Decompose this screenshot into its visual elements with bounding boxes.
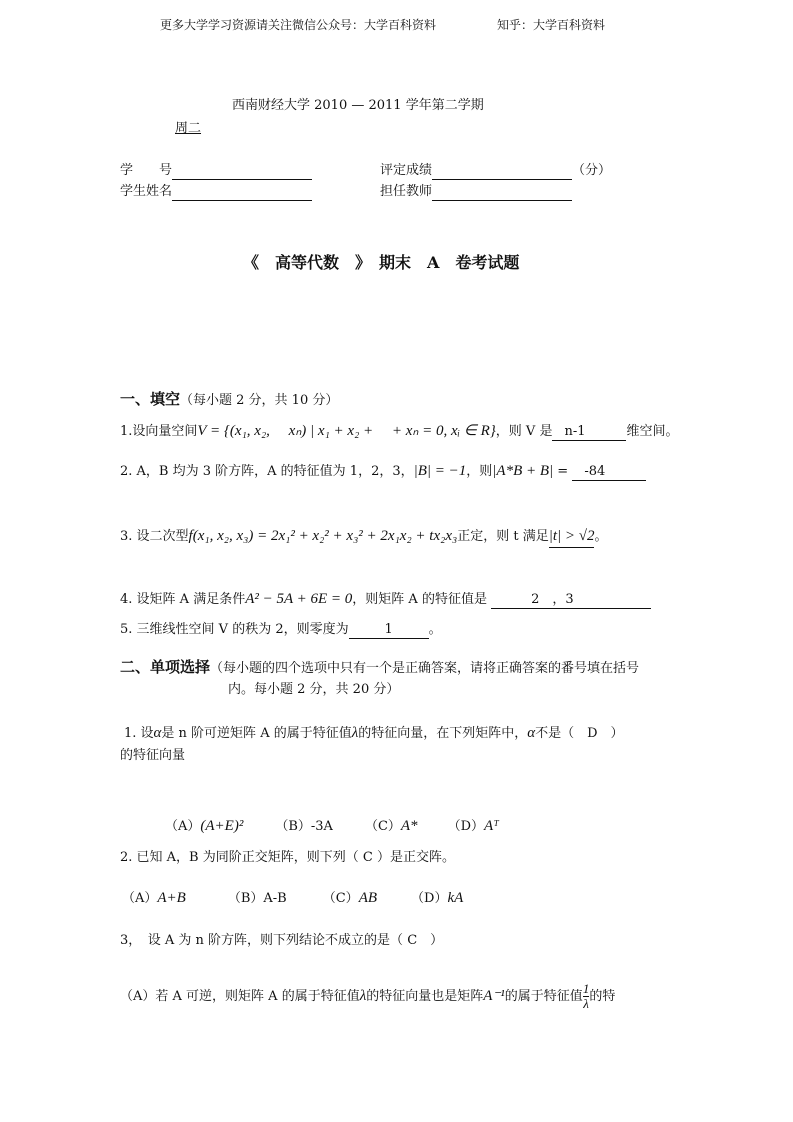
section2-note-cont: 内。每小题 2 分，共 20 分） bbox=[228, 682, 400, 697]
student-name-label: 学生姓名 bbox=[120, 184, 173, 199]
fill-q1 bbox=[120, 422, 678, 441]
fill-q2 bbox=[120, 462, 646, 481]
answer-blank: 2 ，3 bbox=[491, 592, 651, 609]
grade-row bbox=[380, 162, 611, 180]
q-text: 的特征向量也是矩阵 bbox=[366, 989, 484, 1004]
teacher-field[interactable] bbox=[432, 186, 572, 201]
choice-q3-option-a bbox=[120, 978, 615, 1015]
q-math: f(x₁, x₂, x₃) = 2x₁² + x₂² + x₃² + 2x₁x₂ + tx₂x₃ bbox=[188, 528, 458, 544]
q-text: 3. 设二次型 bbox=[120, 529, 189, 544]
option-label: （A） bbox=[122, 891, 158, 906]
q-math: λ bbox=[351, 725, 359, 741]
exam-day: 周二 bbox=[175, 121, 202, 136]
teacher-label: 担任教师 bbox=[380, 184, 433, 199]
q-text: 是 n 阶可逆矩阵 A 的属于特征值 bbox=[161, 726, 352, 741]
choice-q3: 3， 设 A 为 n 阶方阵，则下列结论不成立的是（ C ） bbox=[120, 933, 444, 948]
q-math: A² − 5A + 6E = 0 bbox=[245, 591, 353, 607]
q-text: 5. 三维线性空间 V 的秩为 2，则零度为 bbox=[120, 622, 349, 637]
q-text: 的特 bbox=[589, 989, 616, 1004]
student-name-field[interactable] bbox=[172, 186, 312, 201]
q-math: V = {(x₁, x₂, xₙ) | x₁ + x₂ + + xₙ = 0, xᵢ ∈ R} bbox=[197, 423, 496, 439]
q-text: 正定，则 t 满足 bbox=[457, 529, 549, 544]
section1-heading bbox=[120, 390, 338, 410]
q-text: （A）若 A 可逆，则矩阵 A 的属于特征值 bbox=[120, 989, 360, 1004]
fraction-denominator: λ bbox=[583, 996, 589, 1011]
student-id-field[interactable] bbox=[172, 165, 312, 180]
option-label: （D） bbox=[447, 819, 484, 834]
option-math: AB bbox=[358, 890, 378, 906]
q-text: 的特征向量，在下列矩阵中， bbox=[358, 726, 528, 741]
q-text: 不是（ D ） bbox=[535, 726, 624, 741]
q-text: ，则 V 是 bbox=[495, 424, 553, 439]
fill-q3 bbox=[120, 525, 608, 548]
q-math: |B| = −1 bbox=[413, 463, 467, 479]
grade-label: 评定成绩 bbox=[380, 163, 433, 178]
section1-title: 一、填空 bbox=[120, 390, 181, 408]
student-name-row bbox=[120, 183, 312, 201]
option-label: （D） bbox=[411, 891, 448, 906]
student-id-row bbox=[120, 162, 312, 180]
section2-note: （每小题的四个选项中只有一个是正确答案，请将正确答案的番号填在括号 bbox=[210, 661, 640, 676]
q-text: = bbox=[557, 464, 569, 479]
option-math: Aᵀ bbox=[484, 818, 499, 834]
option-label: （B）-3A bbox=[275, 819, 333, 834]
q-text: 维空间。 bbox=[626, 424, 679, 439]
section2-heading bbox=[120, 658, 639, 678]
q-text: 的属于特征值 bbox=[504, 989, 583, 1004]
answer-blank: n-1 bbox=[552, 424, 626, 441]
choice-q1-options bbox=[165, 817, 499, 836]
fill-q4 bbox=[120, 590, 651, 609]
option-label: （C） bbox=[364, 819, 401, 834]
q-math: α bbox=[153, 725, 162, 741]
option-label: （A） bbox=[165, 819, 201, 834]
q-math: α bbox=[527, 725, 536, 741]
fraction-numerator: 1 bbox=[582, 981, 590, 996]
option-math: A+B bbox=[157, 890, 186, 906]
option-math: kA bbox=[447, 890, 464, 906]
q-text: 2. A，B 均为 3 阶方阵，A 的特征值为 1，2，3， bbox=[120, 464, 414, 479]
q-text: 4. 设矩阵 A 满足条件 bbox=[120, 592, 246, 607]
answer-blank: 1 bbox=[349, 622, 429, 639]
answer-blank: -84 bbox=[572, 464, 646, 481]
q-text: ，则 bbox=[466, 464, 493, 479]
option-math: (A+E)² bbox=[200, 818, 244, 834]
grade-unit: （分） bbox=[572, 163, 612, 178]
grade-field[interactable] bbox=[432, 165, 572, 180]
student-id-label: 学 号 bbox=[120, 163, 173, 178]
choice-q1 bbox=[124, 724, 624, 743]
watermark-header-right: 知乎：大学百科资料 bbox=[497, 18, 606, 32]
q-text: ，则矩阵 A 的特征值是 bbox=[352, 592, 487, 607]
q-text: 。 bbox=[428, 622, 442, 637]
answer-blank: |t| > √2 bbox=[549, 525, 595, 548]
university-term: 西南财经大学 2010 — 2011 学年第二学期 bbox=[232, 98, 484, 113]
choice-q2-options bbox=[122, 889, 463, 908]
section1-note: （每小题 2 分，共 10 分） bbox=[180, 393, 339, 408]
fill-q5 bbox=[120, 621, 442, 639]
watermark-header-left: 更多大学学习资源请关注微信公众号：大学百科资料 bbox=[160, 18, 437, 32]
q-text: 1. 设 bbox=[124, 726, 154, 741]
q-math: A⁻¹ bbox=[483, 988, 505, 1004]
option-label: （C） bbox=[322, 891, 359, 906]
section2-title: 二、单项选择 bbox=[120, 658, 211, 676]
q-text: 1.设向量空间 bbox=[120, 424, 198, 439]
teacher-row bbox=[380, 183, 572, 201]
q-math: λ bbox=[359, 988, 367, 1004]
exam-title: 《 高等代数 》 期末 A 卷考试题 bbox=[243, 253, 520, 272]
choice-q1-cont: 的特征向量 bbox=[120, 748, 186, 763]
option-label: （B）A-B bbox=[227, 891, 287, 906]
option-math: A* bbox=[400, 818, 418, 834]
q-math: |A*B + B| bbox=[492, 463, 554, 479]
q-text: 。 bbox=[594, 529, 608, 544]
choice-q2: 2. 已知 A，B 为同阶正交矩阵，则下列（ C ）是正交阵。 bbox=[120, 850, 455, 865]
